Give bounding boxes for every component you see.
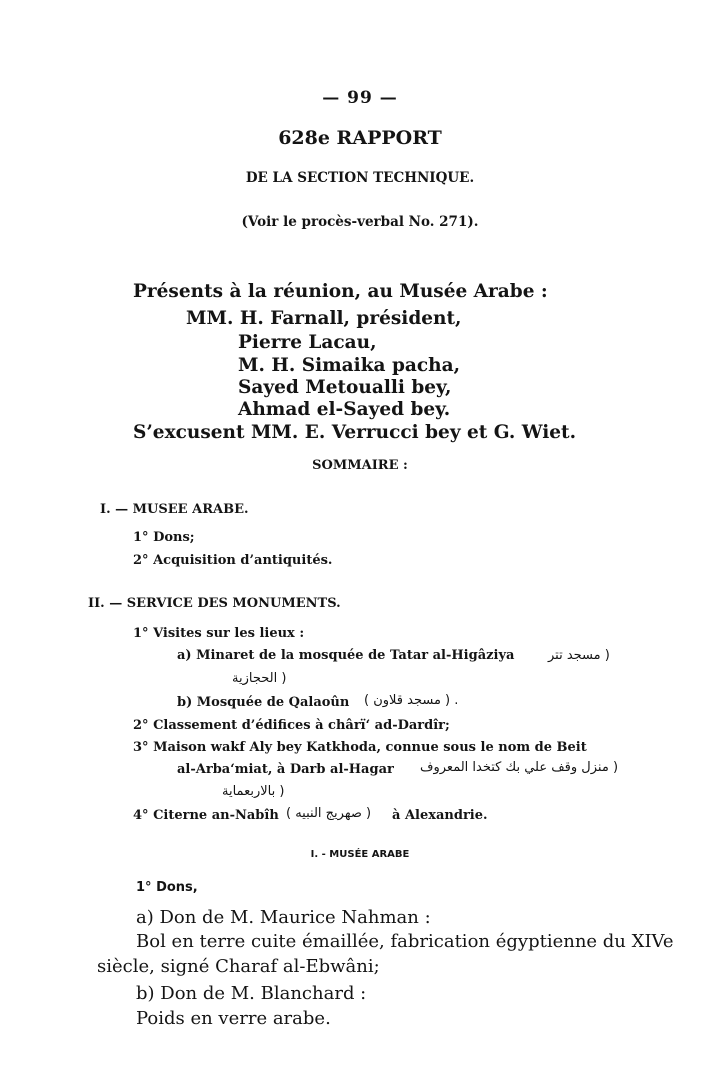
member-farnall: MM. H. Farnall, président,	[186, 308, 462, 329]
sommaire-item-citerne-end: à Alexandrie.	[392, 808, 488, 823]
report-subtitle: DE LA SECTION TECHNIQUE.	[245, 170, 475, 186]
arabic-arbamiat: ( بالاربعماية	[222, 784, 285, 799]
section-heading-musee-arabe: I. - MUSÉE ARABE	[310, 849, 410, 860]
don-blanchard: b) Don de M. Blanchard :	[136, 983, 367, 1004]
arabic-higaziya: ( الحجازية	[232, 671, 287, 686]
sommaire-item-qalaoun: b) Mosquée de Qalaoûn	[177, 695, 350, 710]
sommaire-item-minaret: a) Minaret de la mosquée de Tatar al-Higâziya	[177, 648, 515, 663]
member-lacau: Pierre Lacau,	[238, 332, 377, 353]
don-nahman: a) Don de M. Maurice Nahman :	[136, 907, 431, 928]
sommaire-item-maison-wakf: 3° Maison wakf Aly bey Katkhoda, connue sous le nom de Beit	[133, 740, 587, 755]
member-metoualli: Sayed Metoualli bey,	[238, 377, 452, 398]
report-title: 628e RAPPORT	[278, 127, 442, 149]
don-nahman-description-cont: siècle, signé Charaf al-Ebwâni;	[97, 956, 380, 977]
sommaire-section-1-title: I. — MUSEE ARABE.	[100, 502, 249, 517]
don-nahman-description: Bol en terre cuite émaillée, fabrication égyptienne du XIVe	[136, 931, 674, 952]
sommaire-heading: SOMMAIRE :	[312, 458, 408, 473]
sommaire-item-dons: 1° Dons;	[133, 530, 195, 545]
sommaire-item-acquisition: 2° Acquisition d’antiquités.	[133, 553, 333, 568]
arabic-maison-wakf: ( منزل وقف علي بك كتخدا المعروف	[420, 760, 619, 775]
excused-line: S’excusent MM. E. Verrucci bey et G. Wiet.	[133, 422, 577, 443]
arabic-tatar: ( مسجد تتر	[548, 648, 610, 663]
sommaire-section-2-title: II. — SERVICE DES MONUMENTS.	[88, 596, 341, 611]
don-blanchard-description: Poids en verre arabe.	[136, 1008, 331, 1029]
sommaire-item-maison-wakf-cont: al-Arba‘miat, à Darb al-Hagar	[177, 762, 394, 777]
sommaire-item-classement: 2° Classement d’édifices à chârï‘ ad-Dardîr;	[133, 718, 450, 733]
sommaire-item-citerne: 4° Citerne an-Nabîh	[133, 808, 279, 823]
page-number: — 99 —	[322, 88, 398, 108]
presents-intro: Présents à la réunion, au Musée Arabe :	[133, 281, 548, 302]
arabic-qalaoun: . ( مسجد قلاون )	[364, 693, 459, 708]
proces-verbal-reference: (Voir le procès-verbal No. 271).	[241, 214, 479, 230]
arabic-nabih: ( صهريج النبيه )	[286, 806, 372, 821]
member-simaika: M. H. Simaika pacha,	[238, 355, 461, 376]
member-el-sayed: Ahmad el-Sayed bey.	[238, 399, 451, 420]
dons-heading: 1° Dons,	[136, 880, 198, 895]
sommaire-item-visites: 1° Visites sur les lieux :	[133, 626, 305, 641]
